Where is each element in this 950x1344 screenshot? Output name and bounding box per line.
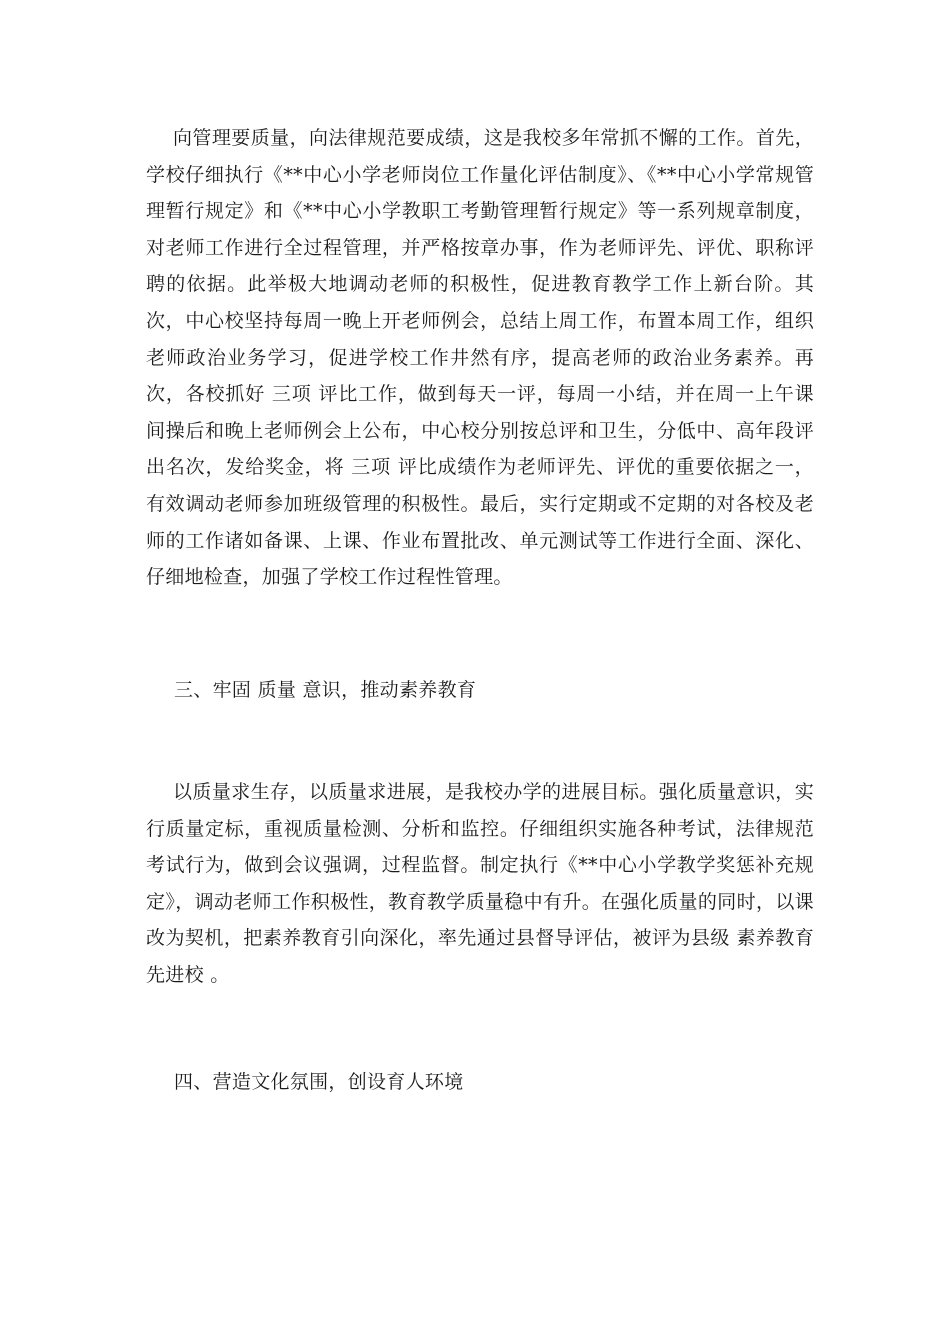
paragraph-management: 向管理要质量，向法律规范要成绩，这是我校多年常抓不懈的工作。首先，学校仔细执行《**中心小学老师岗位工作量化评估制度》、《**中心小学常规管理暂行规定》和《**中心小学教职工考勤管理暂行规定》等一系列规章制度，对老师工作进行全过程管理，并严格按章办事，作为老师评先、评优、职称评聘的依据。此举极大地调动老师的积极性，促进教育教学工作上新台阶。其次，中心校坚持每周一晚上开老师例会，总结上周工作，布置本周工作，组织老师政治业务学习，促进学校工作井然有序，提高老师的政治业务素养。再次，各校抓好 三项 评比工作，做到每天一评，每周一小结，并在周一上午课间操后和晚上老师例会上公布，中心校分别按总评和卫生，分低中、高年段评出名次，发给奖金，将 三项 评比成绩作为老师评先、评优的重要依据之一，有效调动老师参加班级管理的积极性。最后，实行定期或不定期的对各校及老师的工作诸如备课、上课、作业布置批改、单元测试等工作进行全面、深化、仔细地检查，加强了学校工作过程性管理。 xyxy=(146,127,814,589)
section-heading-culture: 四、营造文化氛围，创设育人环境 xyxy=(174,1071,464,1093)
paragraph-quality: 以质量求生存，以质量求进展，是我校办学的进展目标。强化质量意识，实行质量定标，重视质量检测、分析和监控。仔细组织实施各种考试，法律规范考试行为，做到会议强调，过程监督。制定执行《**中心小学教学奖惩补充规定》，调动老师工作积极性，教育教学质量稳中有升。在强化质量的同时，以课改为契机，把素养教育引向深化，率先通过县督导评估，被评为县级 素养教育先进校 。 xyxy=(146,781,814,986)
section-heading-quality: 三、牢固 质量 意识，推动素养教育 xyxy=(174,679,477,701)
